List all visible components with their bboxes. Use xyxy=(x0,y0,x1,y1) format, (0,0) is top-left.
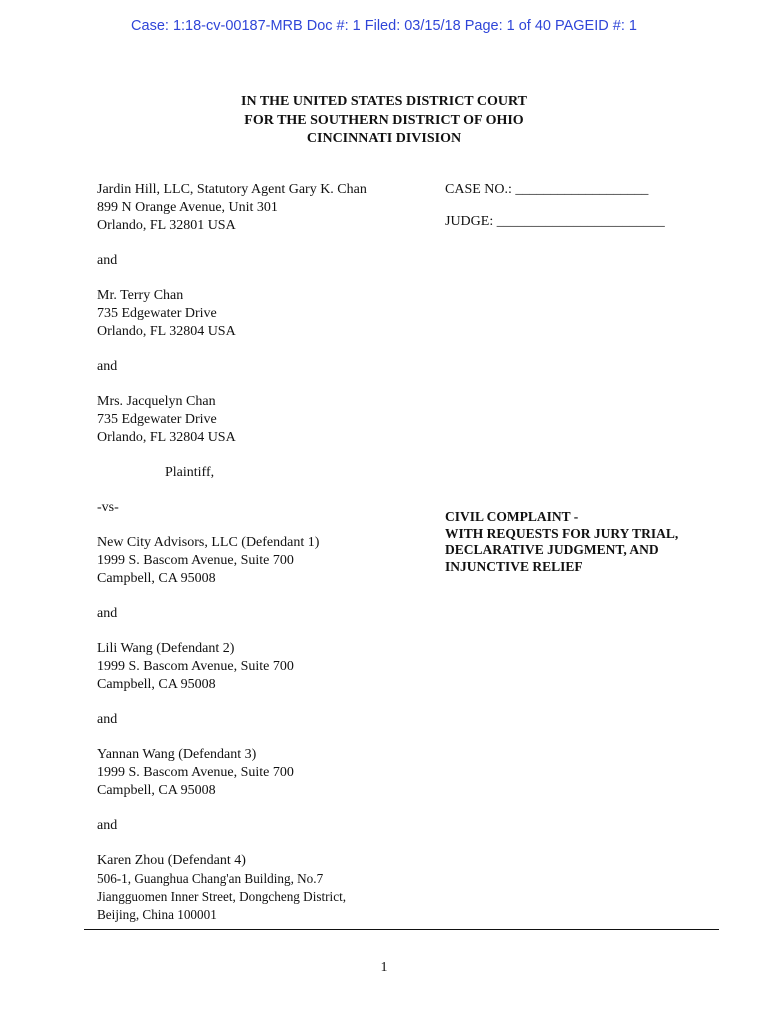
party-address-line: 899 N Orange Avenue, Unit 301 xyxy=(97,200,278,215)
complaint-title-line: INJUNCTIVE RELIEF xyxy=(445,558,583,574)
and-separator: and xyxy=(97,359,118,374)
court-line-1: IN THE UNITED STATES DISTRICT COURT xyxy=(241,94,527,109)
case-info xyxy=(445,181,665,231)
party-address-line: Campbell, CA 95008 xyxy=(97,677,216,692)
defendant-block xyxy=(97,746,427,800)
party-address-line: Orlando, FL 32804 USA xyxy=(97,430,236,445)
party-name: Karen Zhou (Defendant 4) xyxy=(97,853,246,868)
party-name: Jardin Hill, LLC, Statutory Agent Gary K. Chan xyxy=(97,182,367,197)
complaint-title xyxy=(445,509,678,575)
party-name: Mr. Terry Chan xyxy=(97,288,184,303)
party-address-line: 735 Edgewater Drive xyxy=(97,306,217,321)
party-address-line: Orlando, FL 32801 USA xyxy=(97,218,236,233)
caption-divider xyxy=(84,929,719,930)
plaintiff-label: Plaintiff, xyxy=(165,465,215,480)
party-address-line: 1999 S. Bascom Avenue, Suite 700 xyxy=(97,553,294,568)
and-separator: and xyxy=(97,606,118,621)
complaint-title-line: WITH REQUESTS FOR JURY TRIAL, xyxy=(445,525,679,541)
party-name: Mrs. Jacquelyn Chan xyxy=(97,394,216,409)
plaintiff-block xyxy=(97,393,427,447)
page-number: 1 xyxy=(380,960,388,975)
plaintiff-block xyxy=(97,181,427,235)
party-address-line: 506-1, Guanghua Chang'an Building, No.7 xyxy=(97,871,324,886)
party-address-line: Beijing, China 100001 xyxy=(97,907,217,922)
complaint-title-line: DECLARATIVE JUDGMENT, AND xyxy=(445,542,659,557)
judge-field: JUDGE: ________________________ xyxy=(445,214,665,229)
party-address-line: Jiangguomen Inner Street, Dongcheng District, xyxy=(97,889,347,904)
defendant-block xyxy=(97,640,427,694)
filing-stamp-header: Case: 1:18-cv-00187-MRB Doc #: 1 Filed: 03/15/18 Page: 1 of 40 PAGEID #: 1 xyxy=(131,18,637,34)
complaint-title-line: CIVIL COMPLAINT - xyxy=(445,509,579,524)
court-line-2: FOR THE SOUTHERN DISTRICT OF OHIO xyxy=(244,112,524,128)
court-heading xyxy=(0,93,768,149)
defendant-block xyxy=(97,852,427,924)
party-address-line: Campbell, CA 95008 xyxy=(97,783,216,798)
case-number-field: CASE NO.: ___________________ xyxy=(445,182,649,197)
and-separator: and xyxy=(97,818,118,833)
defendant-block xyxy=(97,534,427,588)
party-address-line: Orlando, FL 32804 USA xyxy=(97,324,236,339)
party-address-line: 1999 S. Bascom Avenue, Suite 700 xyxy=(97,765,294,780)
party-address-line: 1999 S. Bascom Avenue, Suite 700 xyxy=(97,659,294,674)
party-address-line: Campbell, CA 95008 xyxy=(97,571,216,586)
and-separator: and xyxy=(97,253,118,268)
party-address-line: 735 Edgewater Drive xyxy=(97,412,217,427)
party-name: New City Advisors, LLC (Defendant 1) xyxy=(97,535,320,550)
party-name: Yannan Wang (Defendant 3) xyxy=(97,747,257,762)
and-separator: and xyxy=(97,712,118,727)
court-line-3: CINCINNATI DIVISION xyxy=(306,131,462,146)
party-caption xyxy=(97,181,427,924)
versus-label: -vs- xyxy=(97,500,119,515)
party-name: Lili Wang (Defendant 2) xyxy=(97,641,235,656)
plaintiff-block xyxy=(97,287,427,341)
